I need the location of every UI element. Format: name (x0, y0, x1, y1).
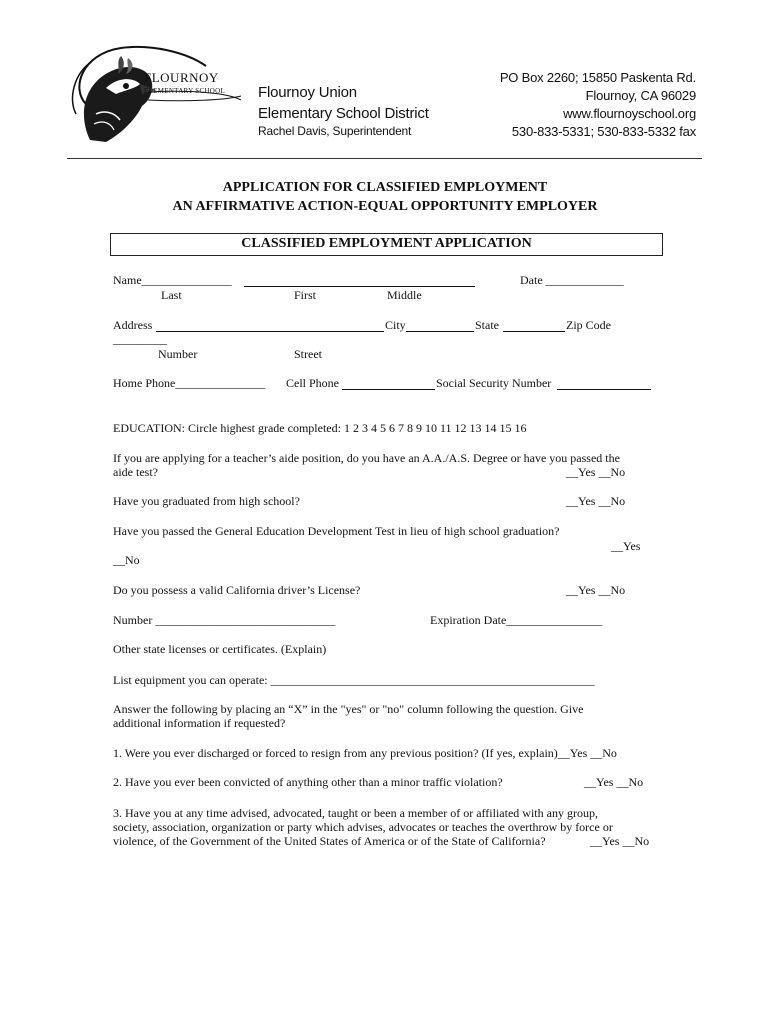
date-label: Date _____________ (520, 273, 624, 287)
aide-yes-no[interactable]: __Yes __No (566, 465, 626, 479)
logo-text-top: FLOURNOY (144, 70, 219, 85)
address-label: Address (113, 318, 153, 332)
equipment-label[interactable]: List equipment you can operate: ______________________________________________________ (113, 673, 595, 687)
high-school-question: Have you graduated from high school? (113, 494, 300, 508)
name-field[interactable] (244, 286, 475, 287)
aide-question-line1: If you are applying for a teacher’s aide position, do you have an A.A./A.S. Degree or have you passed the (113, 451, 620, 465)
question-3-yes-no[interactable]: __Yes __No (590, 834, 650, 848)
title-line2: AN AFFIRMATIVE ACTION-EQUAL OPPORTUNITY EMPLOYER (172, 199, 598, 214)
instructions-line1: Answer the following by placing an “X” in the "yes" or "no" column following the question. Give (113, 702, 584, 716)
section-title: CLASSIFIED EMPLOYMENT APPLICATION (241, 236, 532, 251)
phones: 530-833-5331; 530-833-5332 fax (511, 124, 696, 139)
address-line2: Flournoy, CA 96029 (585, 88, 696, 103)
last-caption: Last (161, 288, 182, 302)
header-divider (67, 158, 702, 159)
title-line1: APPLICATION FOR CLASSIFIED EMPLOYMENT (222, 180, 548, 195)
aide-question-line2: aide test? (113, 465, 158, 479)
state-field[interactable] (503, 331, 565, 332)
cell-phone-label: Cell Phone (286, 376, 339, 390)
address-line1: PO Box 2260; 15850 Paskenta Rd. (499, 70, 696, 85)
district-name-line2: Elementary School District (258, 105, 429, 122)
website[interactable]: www.flournoyschool.org (563, 106, 696, 121)
expiration-date-label[interactable]: Expiration Date________________ (430, 613, 603, 627)
number-caption: Number (158, 347, 198, 361)
middle-caption: Middle (387, 288, 422, 302)
license-yes-no[interactable]: __Yes __No (566, 583, 626, 597)
school-logo (66, 44, 246, 144)
ssn-field[interactable] (557, 389, 651, 390)
district-name-line1: Flournoy Union (258, 84, 357, 101)
home-phone-label: Home Phone_______________ (113, 376, 266, 390)
license-number-label[interactable]: Number ______________________________ (113, 613, 336, 627)
question-3-line1: 3. Have you at any time advised, advocated, taught or been a member of or affiliated with any group, (113, 806, 598, 820)
first-caption: First (294, 288, 317, 302)
address-continuation[interactable]: _________ (113, 332, 167, 346)
street-caption: Street (294, 347, 322, 361)
cell-phone-field[interactable] (342, 389, 435, 390)
high-school-yes-no[interactable]: __Yes __No (566, 494, 626, 508)
question-2: 2. Have you ever been convicted of anything other than a minor traffic violation? (113, 775, 503, 789)
state-label: State (475, 318, 499, 332)
zip-label: Zip Code (566, 318, 611, 332)
ged-question: Have you passed the General Education Development Test in lieu of high school graduation? (113, 524, 560, 538)
city-label: City (385, 318, 406, 332)
logo-text-bottom: ELEMENTARY SCHOOL (144, 87, 226, 95)
name-label: Name_______________ (113, 273, 232, 287)
ged-no[interactable]: __No (113, 553, 140, 567)
question-3-line2: society, association, organization or party which advises, advocates or teaches the overthrow by force or (113, 820, 613, 834)
city-field[interactable] (406, 331, 474, 332)
question-1[interactable]: 1. Were you ever discharged or forced to resign from any previous position? (If yes, explain)__Yes __No (113, 746, 617, 760)
section-title-box (110, 233, 663, 256)
question-3-line3: violence, of the Government of the United States of America or of the State of California? (113, 834, 546, 848)
question-2-yes-no[interactable]: __Yes __No (584, 775, 644, 789)
ssn-label: Social Security Number (436, 376, 552, 390)
instructions-line2: additional information if requested? (113, 716, 286, 730)
ged-yes[interactable]: __Yes (611, 539, 641, 553)
other-licenses-label: Other state licenses or certificates. (Explain) (113, 642, 327, 656)
education-line[interactable]: EDUCATION: Circle highest grade completed: 1 2 3 4 5 6 7 8 9 10 11 12 13 14 15 16 (113, 421, 527, 435)
superintendent: Rachel Davis, Superintendent (258, 124, 412, 138)
address-field[interactable] (156, 331, 384, 332)
license-question: Do you possess a valid California driver’s License? (113, 583, 361, 597)
